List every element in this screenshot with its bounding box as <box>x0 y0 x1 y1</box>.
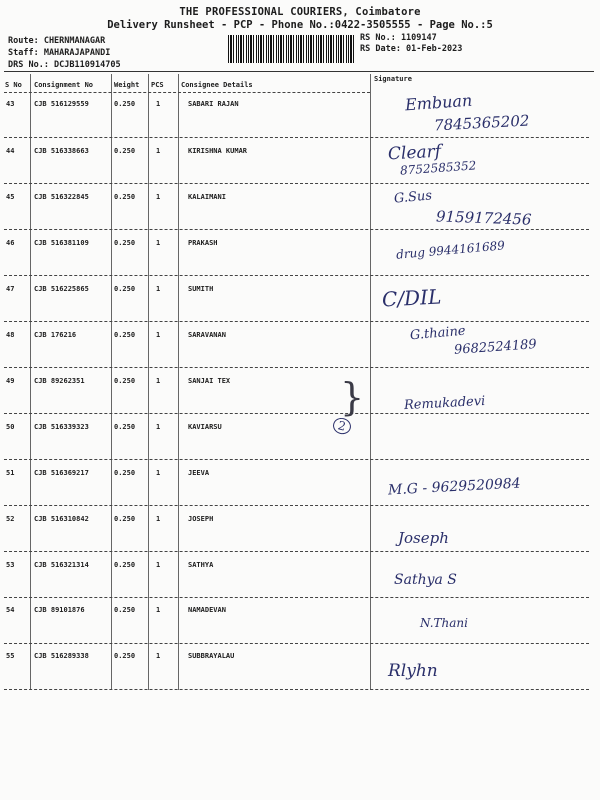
pcs-cell: 1 <box>156 652 161 660</box>
consignee-cell: NAMADEVAN <box>188 606 226 614</box>
consignee-cell: KIRISHNA KUMAR <box>188 147 248 155</box>
runsheet-title: Delivery Runsheet - PCP - Phone No.:0422-3505555 - Page No.:5 <box>107 19 493 31</box>
brace-mark: } <box>340 375 365 419</box>
pcs-cell: 1 <box>156 423 161 431</box>
consignee-cell: KALAIMANI <box>188 193 226 201</box>
row-divider <box>4 183 589 184</box>
pcs-cell: 1 <box>156 285 161 293</box>
route-label: Route: CHERNMANAGAR <box>8 36 106 46</box>
weight-cell: 0.250 <box>114 100 136 108</box>
count-mark: 2 <box>331 416 352 436</box>
consignment-cell: CJB 516310842 <box>34 515 89 523</box>
rs-date: RS Date: 01-Feb-2023 <box>360 44 463 54</box>
row-divider <box>4 551 589 552</box>
col-header-consignee: Consignee Details <box>181 81 253 89</box>
sno-cell: 53 <box>6 561 15 569</box>
pcs-cell: 1 <box>156 100 161 108</box>
consignee-cell: SABARI RAJAN <box>188 100 239 108</box>
signature-43: Embuan <box>404 90 473 115</box>
sno-cell: 45 <box>6 193 15 201</box>
signature-49-50: Remukadevi <box>403 393 486 414</box>
col-header-weight: Weight <box>114 81 140 89</box>
consignee-cell: KAVIARSU <box>188 423 222 431</box>
weight-cell: 0.250 <box>114 606 136 614</box>
weight-cell: 0.250 <box>114 561 136 569</box>
consignee-cell: SATHYA <box>188 561 214 569</box>
consignment-cell: CJB 516369217 <box>34 469 89 477</box>
weight-cell: 0.250 <box>114 652 136 660</box>
weight-cell: 0.250 <box>114 377 136 385</box>
signature-47: C/DIL <box>381 284 442 312</box>
pcs-cell: 1 <box>156 193 161 201</box>
signature-48: G.thaine <box>409 323 467 344</box>
weight-cell: 0.250 <box>114 331 136 339</box>
row-divider <box>4 413 589 414</box>
signature-45: G.Sus <box>393 188 433 207</box>
signature-54: N.Thani <box>420 616 468 630</box>
consignment-cell: CJB 89101876 <box>34 606 85 614</box>
col-header-pcs: PCS <box>151 81 164 89</box>
consignee-cell: SUMITH <box>188 285 214 293</box>
sno-cell: 44 <box>6 147 15 155</box>
weight-cell: 0.250 <box>114 239 136 247</box>
row-divider <box>4 137 589 138</box>
consignment-cell: CJB 89262351 <box>34 377 85 385</box>
row-divider <box>4 689 589 690</box>
sno-cell: 50 <box>6 423 15 431</box>
signature-44: Clearf <box>387 141 442 165</box>
company-title: THE PROFESSIONAL COURIERS, Coimbatore <box>179 6 421 18</box>
row-divider <box>4 321 589 322</box>
pcs-cell: 1 <box>156 331 161 339</box>
weight-cell: 0.250 <box>114 469 136 477</box>
rs-number: RS No.: 1109147 <box>360 33 437 43</box>
weight-cell: 0.250 <box>114 147 136 155</box>
signature-48-phone: 9682524189 <box>453 337 538 358</box>
sno-cell: 51 <box>6 469 15 477</box>
signature-52: Joseph <box>398 529 449 547</box>
sno-cell: 52 <box>6 515 15 523</box>
row-divider <box>4 275 589 276</box>
consignee-cell: JEEVA <box>188 469 210 477</box>
signature-53: Sathya S <box>394 572 457 588</box>
consignee-cell: SARAVANAN <box>188 331 226 339</box>
consignment-cell: CJB 516129559 <box>34 100 89 108</box>
consignment-cell: CJB 516321314 <box>34 561 89 569</box>
col-header-consignment: Consignment No <box>34 81 94 89</box>
staff-label: Staff: MAHARAJAPANDI <box>8 48 111 58</box>
consignee-cell: SUBBRAYALAU <box>188 652 235 660</box>
pcs-cell: 1 <box>156 561 161 569</box>
pcs-cell: 1 <box>156 377 161 385</box>
consignment-cell: CJB 516339323 <box>34 423 89 431</box>
consignment-cell: CJB 516338663 <box>34 147 89 155</box>
consignee-cell: JOSEPH <box>188 515 214 523</box>
row-divider <box>4 229 589 230</box>
row-divider <box>4 643 589 644</box>
sno-cell: 46 <box>6 239 15 247</box>
signature-46: drug 9944161689 <box>395 238 506 262</box>
col-header-sno: S No <box>5 81 22 89</box>
sno-cell: 54 <box>6 606 15 614</box>
row-divider <box>4 459 589 460</box>
consignment-cell: CJB 516289338 <box>34 652 89 660</box>
barcode-image <box>228 35 355 63</box>
pcs-cell: 1 <box>156 515 161 523</box>
drs-number: DRS No.: DCJB110914705 <box>8 60 121 70</box>
pcs-cell: 1 <box>156 469 161 477</box>
header-row-divider <box>4 92 370 93</box>
weight-cell: 0.250 <box>114 423 136 431</box>
weight-cell: 0.250 <box>114 515 136 523</box>
sno-cell: 43 <box>6 100 15 108</box>
signature-55: Rlyhn <box>388 661 438 681</box>
sno-cell: 55 <box>6 652 15 660</box>
signature-45-phone: 9159172456 <box>435 207 532 229</box>
row-divider <box>4 367 589 368</box>
consignment-cell: CJB 516322845 <box>34 193 89 201</box>
row-divider <box>4 597 589 598</box>
header-divider <box>4 71 594 72</box>
consignment-cell: CJB 176216 <box>34 331 77 339</box>
signature-44-phone: 8752585352 <box>399 158 477 178</box>
consignee-cell: PRAKASH <box>188 239 218 247</box>
weight-cell: 0.250 <box>114 285 136 293</box>
pcs-cell: 1 <box>156 239 161 247</box>
pcs-cell: 1 <box>156 147 161 155</box>
row-divider <box>4 505 589 506</box>
sno-cell: 47 <box>6 285 15 293</box>
signature-43-phone: 7845365202 <box>433 111 530 135</box>
weight-cell: 0.250 <box>114 193 136 201</box>
pcs-cell: 1 <box>156 606 161 614</box>
consignee-cell: SANJAI TEX <box>188 377 231 385</box>
sno-cell: 49 <box>6 377 15 385</box>
consignment-cell: CJB 516381109 <box>34 239 89 247</box>
consignment-cell: CJB 516225865 <box>34 285 89 293</box>
signature-51: M.G - 9629520984 <box>387 475 521 499</box>
sno-cell: 48 <box>6 331 15 339</box>
col-header-signature: Signature <box>374 75 412 83</box>
